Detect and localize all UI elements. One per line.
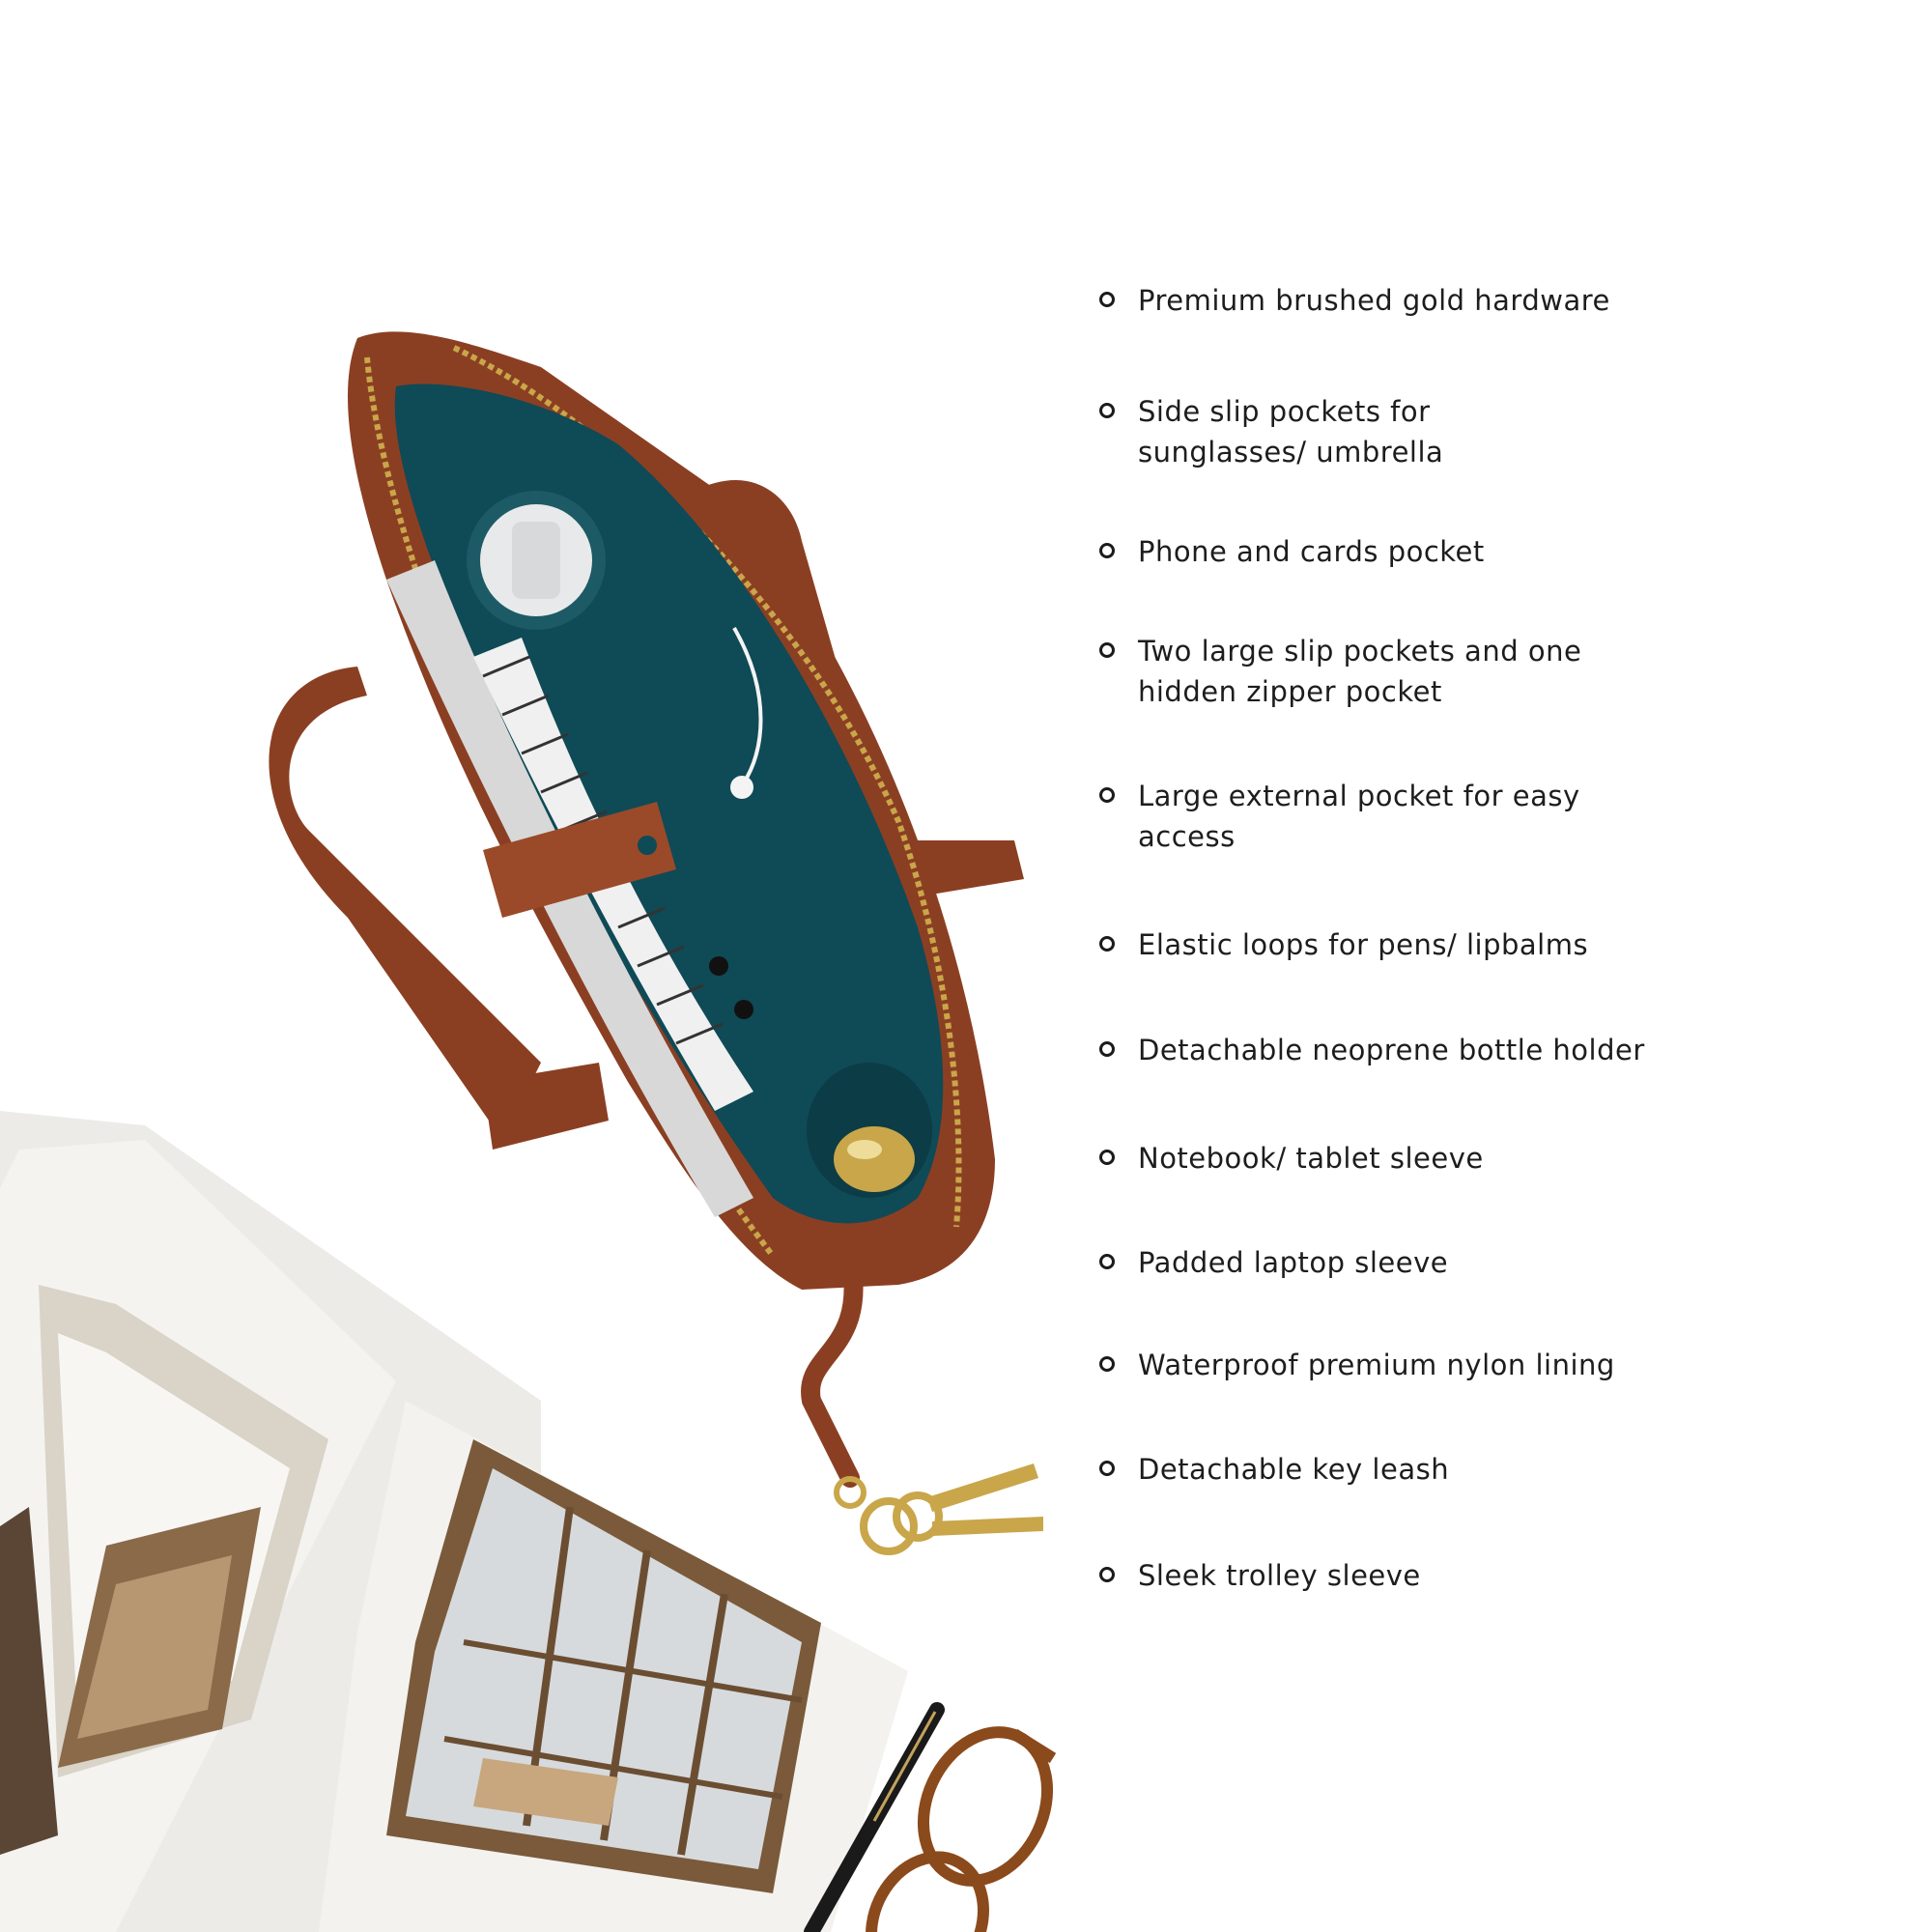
feature-item-phone-cards-pocket: [1099, 531, 1698, 572]
feature-item-trolley-sleeve: [1099, 1555, 1698, 1596]
feature-item-laptop-sleeve: [1099, 1242, 1698, 1283]
feature-list: [1099, 270, 1718, 1623]
feature-label: Detachable key leash: [1138, 1453, 1450, 1486]
feature-label: Notebook/ tablet sleeve: [1138, 1142, 1484, 1175]
circle-bullet-icon: [1099, 1254, 1115, 1269]
feature-item-tablet-sleeve: [1099, 1138, 1698, 1179]
circle-bullet-icon: [1099, 543, 1115, 558]
feature-label: Large external pocket for easy access: [1138, 780, 1580, 853]
feature-label: Padded laptop sleeve: [1138, 1246, 1449, 1279]
feature-label: Premium brushed gold hardware: [1138, 284, 1610, 317]
key-leash-image: [810, 1256, 1043, 1551]
circle-bullet-icon: [1099, 403, 1115, 418]
circle-bullet-icon: [1099, 1356, 1115, 1372]
circle-bullet-icon: [1099, 642, 1115, 658]
feature-label: Side slip pockets for sunglasses/ umbrella: [1138, 395, 1444, 469]
feature-item-elastic-loops: [1099, 924, 1698, 965]
feature-item-key-leash: [1099, 1449, 1698, 1490]
circle-bullet-icon: [1099, 787, 1115, 803]
circle-bullet-icon: [1099, 1150, 1115, 1165]
feature-item-side-slip-pockets: [1099, 391, 1698, 472]
feature-label: Detachable neoprene bottle holder: [1138, 1034, 1645, 1066]
feature-item-bottle-holder: [1099, 1030, 1698, 1070]
feature-item-nylon-lining: [1099, 1345, 1698, 1385]
feature-item-external-pocket: [1099, 776, 1698, 857]
feature-label: Two large slip pockets and one hidden zipper pocket: [1138, 635, 1582, 708]
circle-bullet-icon: [1099, 1567, 1115, 1582]
feature-item-gold-hardware: [1099, 280, 1698, 321]
circle-bullet-icon: [1099, 1461, 1115, 1476]
tote-bag-image: [348, 331, 995, 1290]
circle-bullet-icon: [1099, 292, 1115, 307]
feature-label: Sleek trolley sleeve: [1138, 1559, 1421, 1592]
feature-label: Phone and cards pocket: [1138, 535, 1485, 568]
feature-label: Waterproof premium nylon lining: [1138, 1349, 1615, 1381]
circle-bullet-icon: [1099, 1041, 1115, 1057]
feature-item-slip-zipper-pockets: [1099, 631, 1698, 712]
circle-bullet-icon: [1099, 936, 1115, 952]
feature-label: Elastic loops for pens/ lipbalms: [1138, 928, 1589, 961]
